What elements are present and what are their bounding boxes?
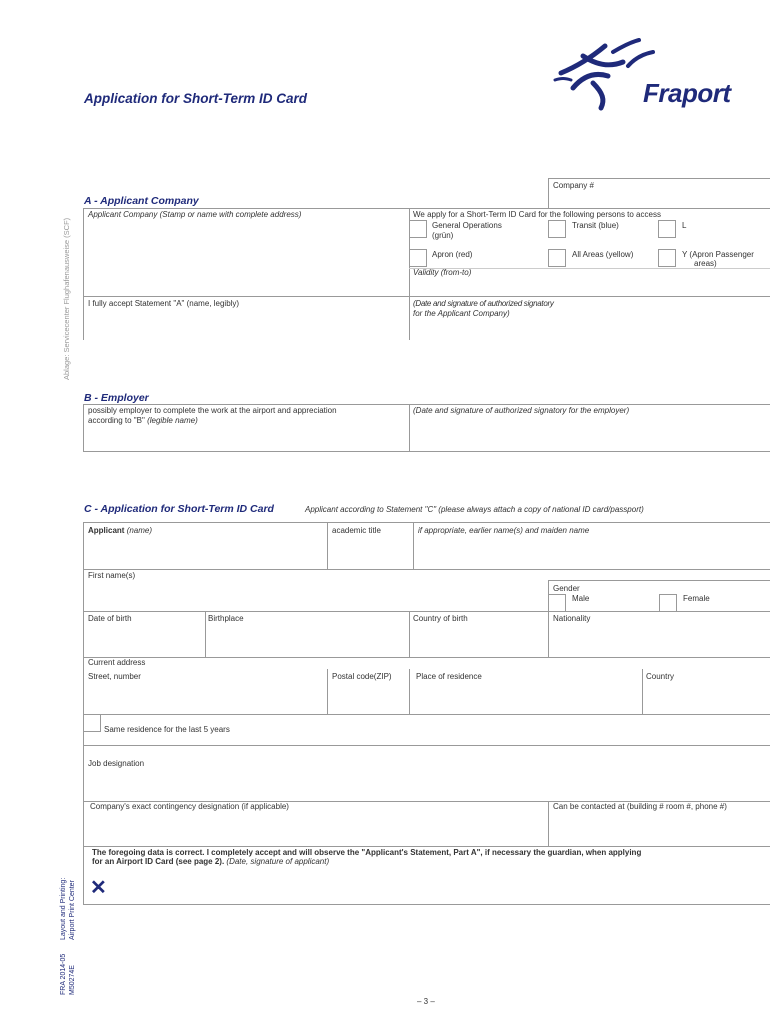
general-operations-label-2: (grün) bbox=[432, 231, 454, 240]
applicant-label-name: (name) bbox=[126, 526, 153, 535]
employer-field[interactable] bbox=[86, 428, 404, 448]
contingency-field[interactable] bbox=[86, 814, 544, 844]
first-names-field[interactable] bbox=[86, 582, 544, 608]
dob-label: Date of birth bbox=[88, 614, 132, 623]
company-signature-label-2: for the Applicant Company) bbox=[413, 309, 510, 318]
signature-mark-icon: ✕ bbox=[90, 877, 107, 899]
applicant-label-bold: Applicant bbox=[88, 526, 125, 535]
contingency-label: Company's exact contingency designation (if applicable) bbox=[90, 802, 289, 811]
country-field[interactable] bbox=[645, 684, 766, 712]
company-number-label: Company # bbox=[553, 181, 594, 190]
applicant-signature-field[interactable] bbox=[112, 872, 766, 902]
country-label: Country bbox=[646, 672, 675, 681]
employer-label: possibly employer to complete the work at the airport and appreciation bbox=[88, 406, 337, 415]
apply-text: We apply for a Short-Term ID Card for the following persons to access bbox=[413, 210, 661, 219]
form-code-2: M50274E bbox=[69, 965, 76, 995]
contacted-label: Can be contacted at (building # room #, phone #) bbox=[553, 802, 727, 811]
transit-checkbox[interactable] bbox=[548, 220, 566, 238]
contacted-field[interactable] bbox=[551, 814, 766, 844]
residence-label: Place of residence bbox=[416, 672, 482, 681]
l-checkbox[interactable] bbox=[658, 220, 676, 238]
y-apron-label-2: areas) bbox=[694, 259, 717, 268]
earlier-names-field[interactable] bbox=[416, 538, 766, 566]
section-c-subtitle: Applicant according to Statement "C" (please always attach a copy of national ID card/passport) bbox=[305, 505, 644, 514]
printing-note-2: Airport Print Center bbox=[69, 880, 76, 940]
page-number: – 3 – bbox=[417, 997, 435, 1006]
all-areas-label: All Areas (yellow) bbox=[572, 250, 634, 259]
postal-label: Postal code(ZIP) bbox=[332, 672, 392, 681]
l-label: L bbox=[682, 221, 687, 230]
page-title: Application for Short-Term ID Card bbox=[84, 91, 308, 106]
birthplace-field[interactable] bbox=[208, 626, 406, 654]
transit-label: Transit (blue) bbox=[572, 221, 619, 230]
academic-title-label: academic title bbox=[332, 526, 381, 535]
applicant-company-label: Applicant Company (Stamp or name with complete address) bbox=[88, 210, 302, 219]
street-field[interactable] bbox=[86, 684, 322, 712]
company-signature-label: (Date and signature of authorized signatory bbox=[413, 299, 554, 308]
nationality-field[interactable] bbox=[551, 626, 766, 654]
academic-title-field[interactable] bbox=[330, 538, 410, 566]
accept-statement-a-label: I fully accept Statement "A" (name, legibly) bbox=[88, 299, 240, 308]
earlier-names-label: if appropriate, earlier name(s) and maiden name bbox=[418, 526, 590, 535]
company-signature-field[interactable] bbox=[412, 320, 766, 338]
employer-label-2b: (legible name) bbox=[147, 416, 198, 425]
accept-statement-a-field[interactable] bbox=[86, 311, 404, 337]
male-checkbox[interactable] bbox=[548, 594, 566, 612]
employer-label-2a: according to "B" bbox=[88, 416, 145, 425]
postal-field[interactable] bbox=[330, 684, 406, 712]
same-residence-label: Same residence for the last 5 years bbox=[104, 725, 230, 734]
employer-signature-field[interactable] bbox=[412, 420, 766, 448]
same-residence-checkbox[interactable] bbox=[83, 714, 101, 732]
logo-text: Fraport bbox=[643, 78, 731, 108]
section-a-title: A - Applicant Company bbox=[84, 195, 199, 207]
y-apron-checkbox[interactable] bbox=[658, 249, 676, 267]
validity-label: Validity (from-to) bbox=[413, 268, 472, 277]
employer-label-2 bbox=[88, 416, 198, 425]
company-number-field[interactable] bbox=[630, 185, 766, 203]
job-label: Job designation bbox=[88, 759, 145, 768]
job-field[interactable] bbox=[86, 771, 766, 797]
section-c-title: C - Application for Short-Term ID Card bbox=[84, 503, 274, 515]
country-of-birth-field[interactable] bbox=[412, 626, 545, 654]
applicant-name-field[interactable] bbox=[86, 538, 322, 566]
archive-note: Ablage: Servicecenter Flughafenausweise (SCF) bbox=[62, 217, 71, 380]
residence-field[interactable] bbox=[412, 684, 639, 712]
all-areas-checkbox[interactable] bbox=[548, 249, 566, 267]
y-apron-label: Y (Apron Passenger bbox=[682, 250, 754, 259]
female-checkbox[interactable] bbox=[659, 594, 677, 612]
form-code-1: FRA 2014-05 bbox=[60, 953, 67, 995]
declaration-line-1: The foregoing data is correct. I completely accept and will observe the "Applicant's Statement, Part A", if necessary the guardian, when applying bbox=[92, 848, 642, 857]
validity-field[interactable] bbox=[480, 268, 766, 292]
general-operations-label: General Operations bbox=[432, 221, 502, 230]
male-label: Male bbox=[572, 594, 590, 603]
employer-signature-label: (Date and signature of authorized signatory for the employer) bbox=[413, 406, 630, 415]
general-operations-checkbox[interactable] bbox=[409, 220, 427, 238]
birthplace-label: Birthplace bbox=[208, 614, 244, 623]
declaration-line-2b: (Date, signature of applicant) bbox=[226, 857, 330, 866]
declaration-line-2 bbox=[92, 857, 329, 866]
gender-label: Gender bbox=[553, 584, 580, 593]
current-address-label: Current address bbox=[88, 658, 146, 667]
printing-note-1: Layout and Printing: bbox=[60, 877, 67, 940]
nationality-label: Nationality bbox=[553, 614, 591, 623]
dob-field[interactable] bbox=[86, 626, 202, 654]
applicant-label bbox=[88, 526, 152, 535]
country-of-birth-label: Country of birth bbox=[413, 614, 468, 623]
apron-checkbox[interactable] bbox=[409, 249, 427, 267]
declaration-line-2a: for an Airport ID Card (see page 2). bbox=[92, 857, 225, 866]
applicant-company-field[interactable] bbox=[86, 222, 404, 292]
apron-label: Apron (red) bbox=[432, 250, 473, 259]
street-label: Street, number bbox=[88, 672, 141, 681]
fraport-logo bbox=[553, 38, 743, 113]
female-label: Female bbox=[683, 594, 710, 603]
first-names-label: First name(s) bbox=[88, 571, 136, 580]
section-b-title: B - Employer bbox=[84, 392, 149, 404]
